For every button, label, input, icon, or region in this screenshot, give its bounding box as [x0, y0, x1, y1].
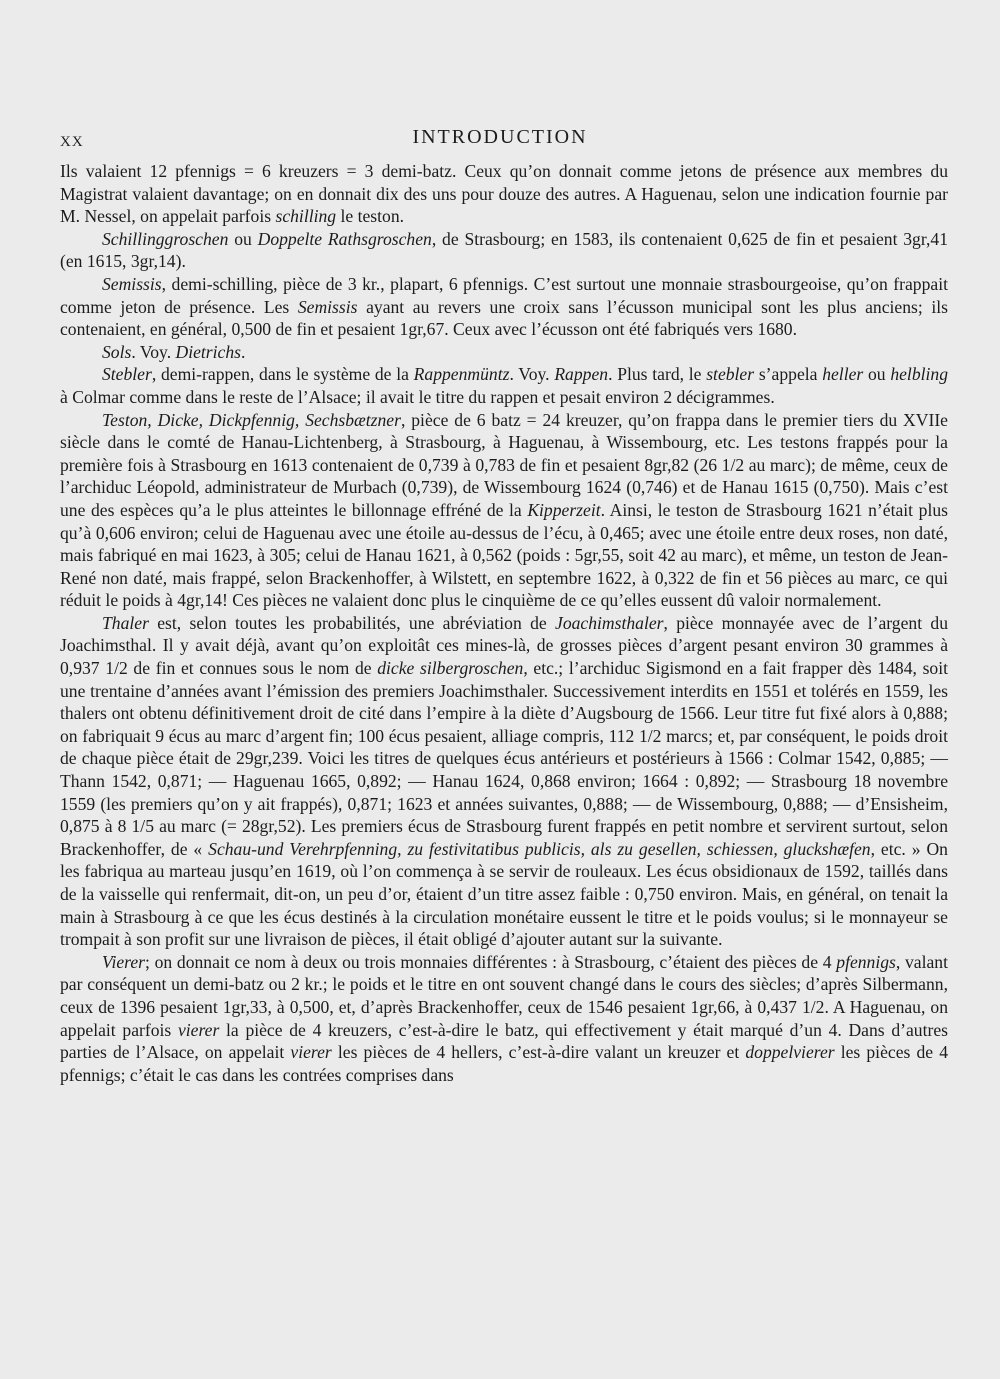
italic-term: pfennigs [836, 951, 896, 972]
italic-term: vierer [177, 1019, 220, 1040]
text-run: , demi-rappen, dans le système de la [151, 364, 414, 385]
italic-term: Semissis [297, 296, 358, 317]
paragraph [60, 160, 948, 228]
text-run: , valant par conséquent un demi-batz ou 2 kr.; le poids et le titre en ont souvent changé dans le cours des siècles; d’après Silbermann, ceux de 1396 pesaient 1gr,33, à 0,500, et, d’après Brackenhoffer, ceux de 1546 pesaient 1gr,66, à 0,437 1/2. A Haguenau, on appelait parfois [60, 951, 948, 1040]
text-run: à Colmar comme dans le reste de l’Alsace; il avait le titre du rappen et pesait environ 2 décigrammes. [60, 386, 775, 407]
italic-term: heller [822, 364, 864, 385]
italic-term: Stebler [102, 364, 152, 385]
italic-term: Schillinggroschen [102, 228, 229, 249]
paragraph [60, 409, 948, 612]
page-number: XX [60, 134, 84, 150]
text-run: Ils valaient 12 pfennigs = 6 kreuzers = 3 demi-batz. Ceux qu’on donnait comme jetons de présence aux membres du Magistrat valaient davantage; on en donnait dix des uns pour douze des autres. A Haguenau, selon une indication fournie par M. Nessel, on appelait parfois [60, 161, 948, 227]
italic-term: stebler [706, 364, 755, 385]
italic-term: Doppelte Rathsgroschen [257, 228, 432, 249]
text-run: la pièce de 4 kreuzers, c’est-à-dire le batz, qui effectivement y était marqué d’un 4. Dans d’autres parties de l’Alsace, on appelait [60, 1019, 948, 1063]
paragraph [60, 341, 948, 364]
text-run: . Plus tard, le [608, 364, 707, 385]
italic-term: dicke silbergroschen [377, 658, 524, 679]
italic-term: helbling [890, 364, 948, 385]
text-run: . Ainsi, le teston de Strasbourg 1621 n’était plus qu’à 0,606 environ; celui de Haguenau avec une étoile au-dessus de l’écu, à 0,465; avec une étoile entre deux roses, non daté, mais fabriqué en mai 1623, à 305; celui de Hanau 1621, à 0,562 (poids : 5gr,55, soit 42 au marc), et même, un teston de Jean-René non daté, mais frappé, selon Brackenhoffer, à Wilstett, en septembre 1622, à 0,322 de fin et 56 pièces au marc, ce qui réduit le poids à 4gr,14! Ces pièces ne valaient donc plus le cinquième de ce qu’elles eussent dû valoir normalement. [60, 499, 948, 611]
text-run: , pièce monnayée avec de l’argent du Joachimsthal. Il y avait déjà, avant qu’on exploitât ces mines-là, de grosses pièces d’argent pesant environ 30 grammes à 0,937 1/2 de fin et connues sous le nom de [60, 612, 948, 679]
text-run: le teston. [336, 206, 405, 227]
text-run: . [241, 341, 246, 362]
text-run: les pièces de 4 hellers, c’est-à-dire valant un kreuzer et [331, 1042, 746, 1063]
body-text [60, 160, 948, 1086]
italic-term: vierer [290, 1042, 332, 1063]
paragraph [60, 228, 948, 273]
page-title: INTRODUCTION [412, 126, 588, 148]
italic-term: Thaler [102, 612, 149, 633]
paragraph [60, 273, 948, 341]
italic-term: schilling [275, 206, 337, 227]
italic-term: doppelvierer [745, 1042, 835, 1063]
text-run: , pièce de 6 batz = 24 kreuzer, qu’on frappa dans le premier tiers du XVIIe siècle dans le comté de Hanau-Lichtenberg, à Strasbourg, à Haguenau, à Wissembourg, etc. Les testons frappés pour la première fois à Strasbourg en 1613 contenaient de 0,739 à 0,783 de fin et pesaient 8gr,82 (26 1/2 au marc); de même, ceux de l’archiduc Léopold, administrateur de Murbach (0,739), de Wissembourg 1624 (0,746) et de Hanau 1615 (0,750). Mais c’est une des espèces qu’a le plus atteintes le billonnage effréné de la [60, 409, 948, 520]
text-run: ou [228, 228, 258, 249]
paragraph [60, 612, 948, 951]
text-run: s’appela [754, 364, 823, 385]
text-run: ; on donnait ce nom à deux ou trois monnaies différentes : à Strasbourg, c’étaient des pièces de 4 [145, 951, 837, 972]
text-run: est, selon toutes les probabilités, une abréviation de [148, 612, 556, 633]
italic-term: Kipperzeit [527, 499, 601, 520]
text-run: ayant au revers une croix sans l’écusson municipal sont les plus anciens; ils contenaient, en général, 0,500 de fin et pesaient 1gr,67. Ceux avec l’écusson ont été fabriqués vers 1680. [60, 296, 948, 340]
text-run: , etc.; l’archiduc Sigismond en a fait frapper dès 1484, soit une trentaine d’années avant l’émission des premiers Joachimsthaler. Successivement interdits en 1551 et tolérés en 1559, les thalers ont obtenu définitivement droit de cité dans l’empire à la diète d’Augsbourg de 1566. Leur titre fut fixé alors à 0,888; on fabriquait 9 écus au marc d’argent fin; 100 écus pesaient, alliage compris, 112 1/2 marcs; et, par conséquent, le poids droit de chaque pièce était de 29gr,239. Voici les titres de quelques écus antérieurs et postérieurs à 1566 : Colmar 1542, 0,885; — Thann 1542, 0,871; — Haguenau 1665, 0,892; — Hanau 1624, 0,868 environ; 1664 : 0,892; — Strasbourg 18 novembre 1559 (les premiers qu’on y ait frappés), 0,871; 1623 et années suivantes, 0,888; — de Wissembourg, 0,888; — d’Ensisheim, 0,875 à 8 1/5 au marc (= 28gr,52). Les premiers écus de Strasbourg furent frappés en petit nombre et servirent surtout, selon Brackenhoffer, de « [60, 658, 949, 859]
text-run: . Voy. [131, 341, 176, 362]
italic-term: Schau-und Verehrpfenning, zu festivitatibus publicis, als zu gesellen, schiessen, gluckshæfen [208, 838, 871, 859]
text-run: , de Strasbourg; en 1583, ils contenaient 0,625 de fin et pesaient 3gr,41 (en 1615, 3gr,14). [60, 228, 948, 272]
paragraph [60, 951, 948, 1087]
text-run: , demi-schilling, pièce de 3 kr., plapart, 6 pfennigs. C’est surtout une monnaie strasbourgeoise, qu’on frappait comme jeton de présence. Les [60, 273, 948, 317]
italic-term: Semissis [102, 273, 162, 294]
text-run: les pièces de 4 pfennigs; c’était le cas dans les contrées comprises dans [60, 1042, 948, 1085]
text-run: . Voy. [509, 364, 555, 385]
italic-term: Joachimsthaler [555, 612, 664, 633]
italic-term: Teston, Dicke, Dickpfennig, Sechsbætzner [102, 409, 401, 430]
italic-term: Vierer [102, 951, 145, 972]
italic-term: Rappen [554, 364, 609, 385]
text-run: ou [863, 364, 891, 385]
italic-term: Dietrichs [175, 341, 241, 362]
paragraph [60, 363, 948, 408]
running-head [60, 126, 940, 154]
italic-term: Rappenmüntz [413, 364, 510, 385]
italic-term: Sols [102, 341, 132, 362]
text-run: , etc. » On les fabriqua au marteau jusqu’en 1619, où l’on commença à se servir de rouleaux. Les écus obsidionaux de 1592, taillés dans de la vaisselle qui renfermait, dit-on, un peu d’or, étaient d’un titre assez faible : 0,750 environ. Mais, en général, on tenait la main à Strasbourg à ce que les écus destinés à la circulation monétaire eussent le titre et le poids voulus; si le monnayeur se trompait à son profit sur une livraison de pièces, il était obligé d’ajouter autant sur la suivante. [60, 838, 948, 950]
